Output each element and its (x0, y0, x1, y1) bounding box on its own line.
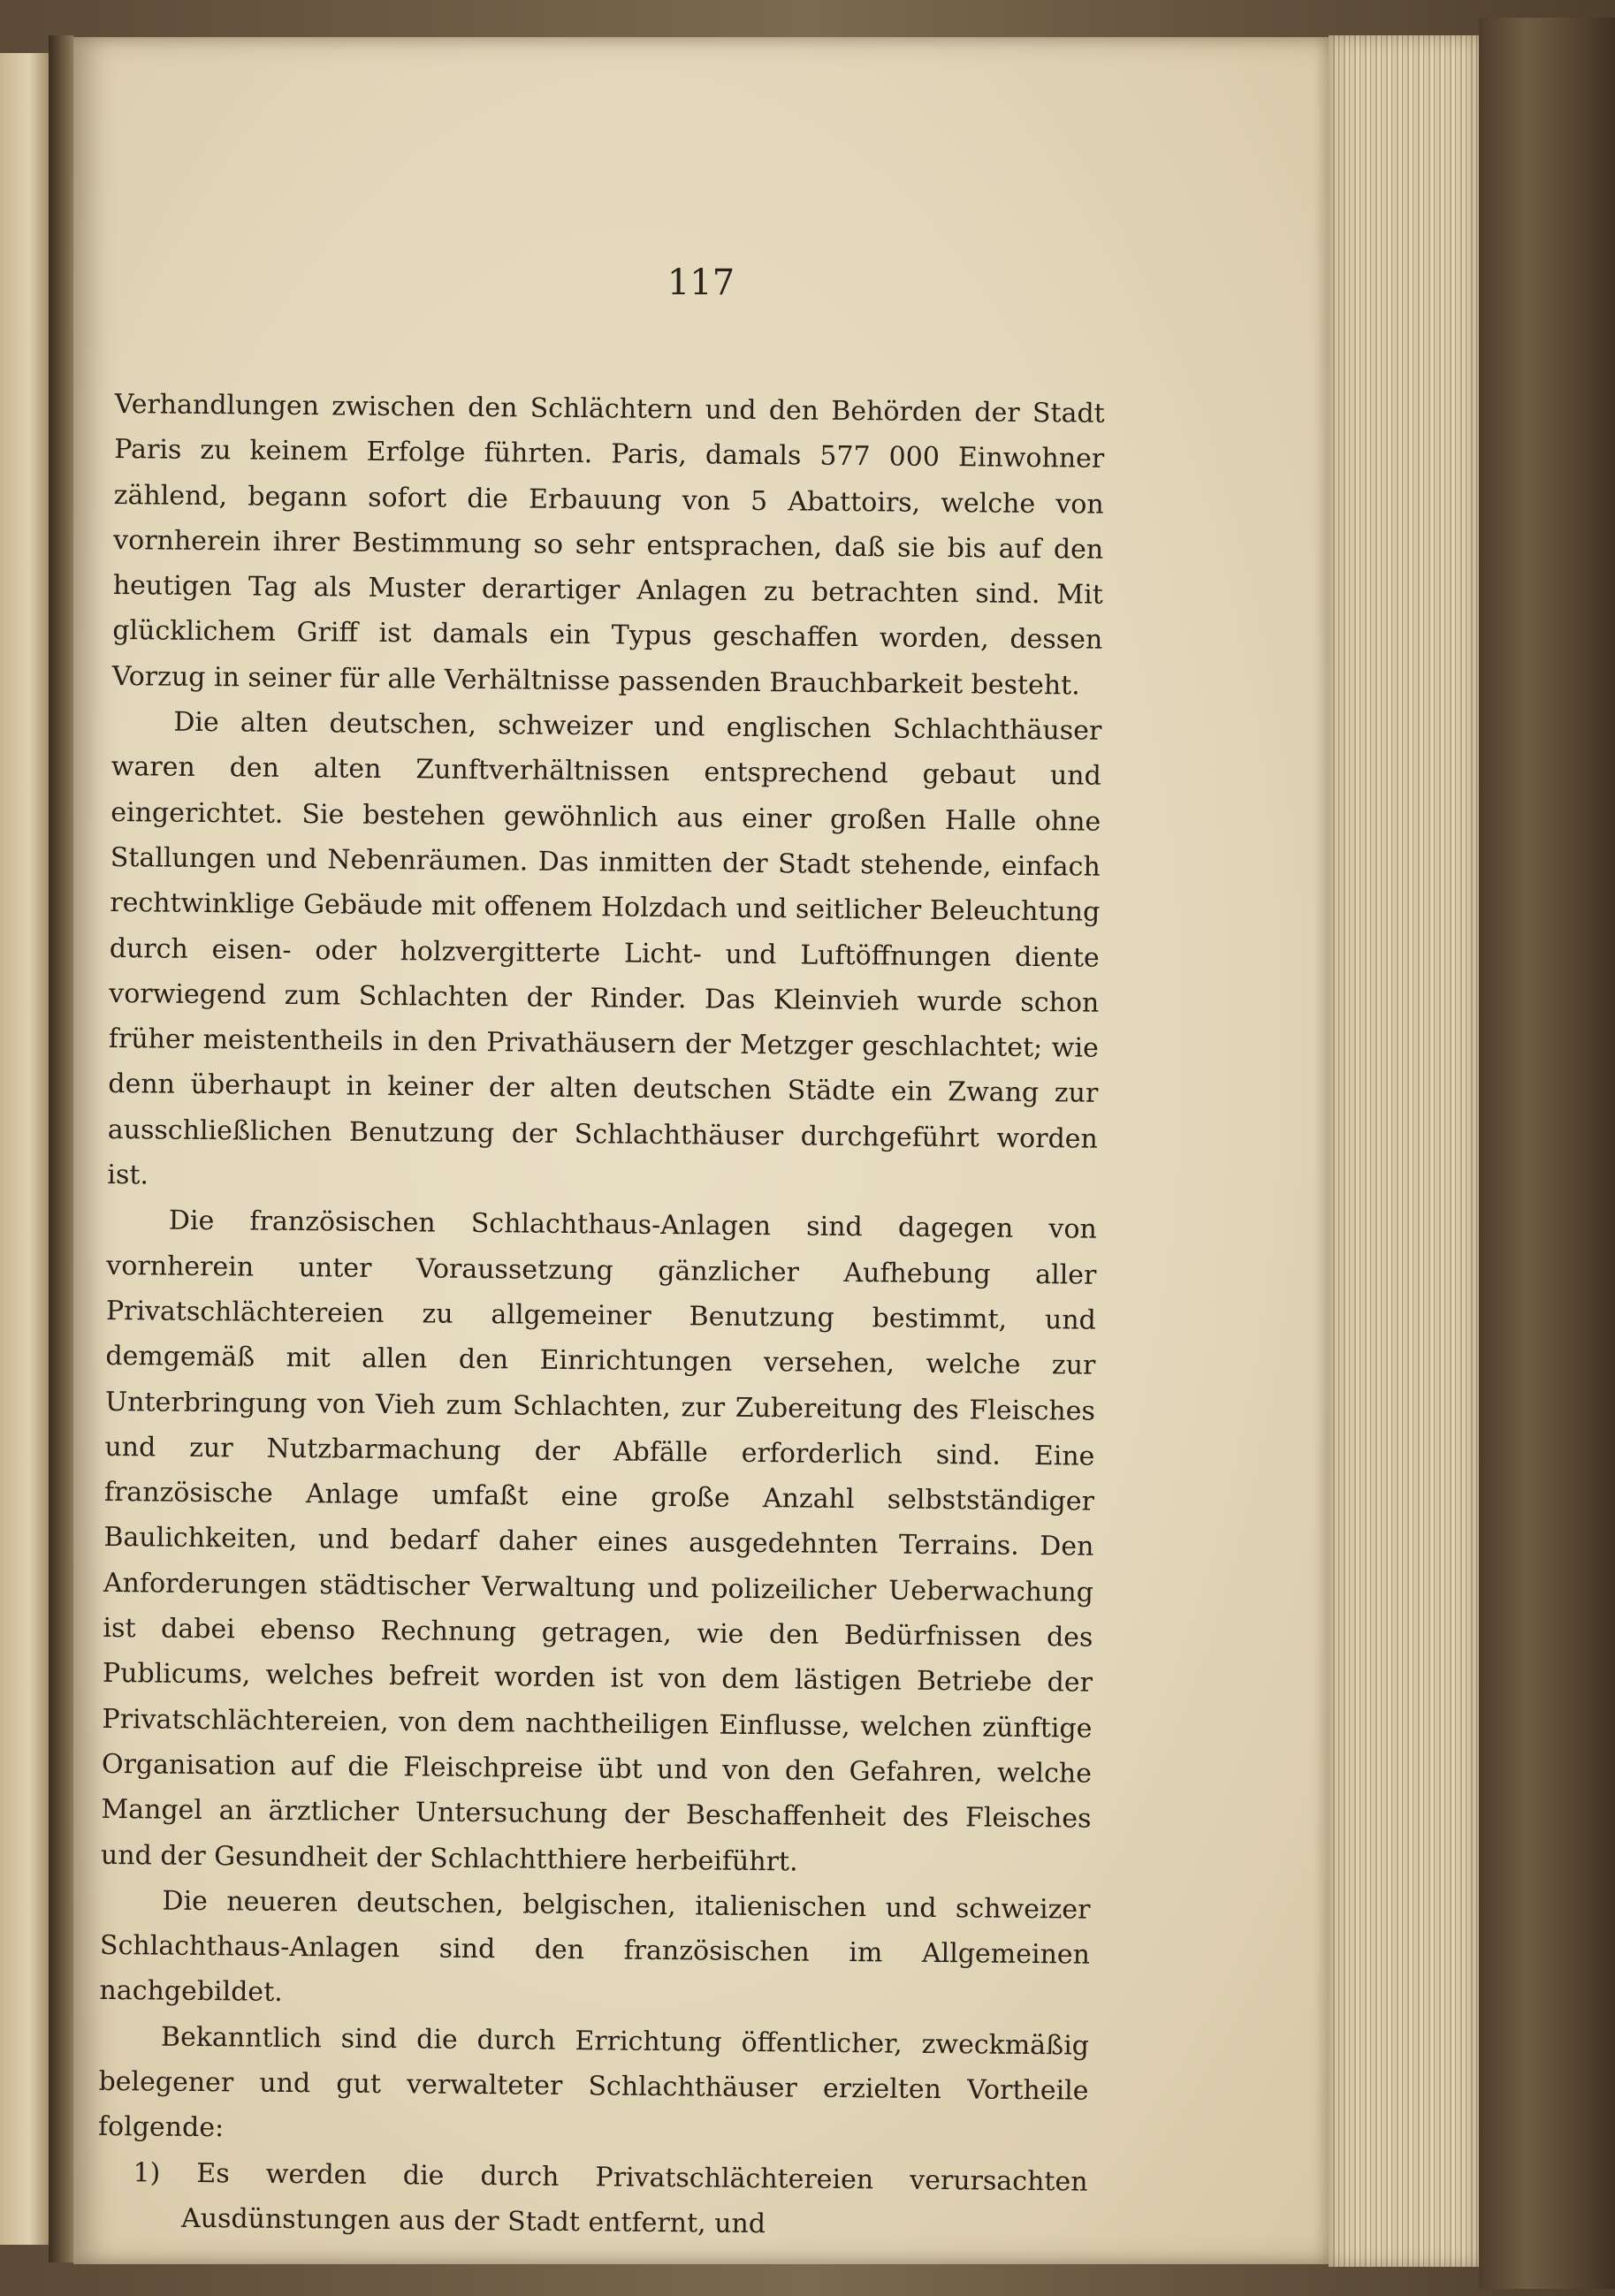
book-gutter (49, 35, 73, 2262)
paragraph-french-slaughterhouses: Die französischen Schlachthaus-Anlagen sind dagegen von vornherein unter Voraussetzung gänzlicher Aufhebung aller Privatschlächtereien zu allgemeiner Benutzung bestimmt, und demgemäß mit allen den Einrichtungen versehen, welche zur Unterbringung von Vieh zum Schlachten, zur Zubereitung des Fleisches und zur Nutzbarmachung der Abfälle erforderlich sind. Eine französische Anlage umfaßt eine große Anzahl selbstständiger Baulichkeiten, und bedarf daher eines ausgedehnten Terrains. Den Anforderungen städtischer Verwaltung und polizeilicher Ueberwachung ist dabei ebenso Rechnung getragen, wie den Bedürfnissen des Publicums, welches befreit worden ist von dem lästigen Betriebe der Privatschlächtereien, von dem nachtheiligen Einflusse, welchen zünftige Organisation auf die Fleischpreise übt und von den Gefahren, welche Mangel an ärztlicher Untersuchung der Beschaffenheit des Fleisches und der Gesundheit der Schlachtthiere herbeiführt. (100, 1205, 1098, 1877)
paragraph-advantages: Bekanntlich sind die durch Errichtung öffentlicher, zweckmäßig belegener und gut verwalteter Schlachthäuser erzielten Vortheile folgende: (97, 2021, 1090, 2144)
page-number: 117 (667, 262, 735, 303)
book-cover-edge (1479, 18, 1615, 2289)
paragraph-continuation: Verhandlungen zwischen den Schlächtern und den Behörden der Stadt Paris zu keinem Erfolge führten. Paris, damals 577 000 Einwohner zählend, begann sofort die Erbauung von 5 Abattoirs, welche von vornherein ihrer Bestimmung so sehr entsprachen, daß sie bis auf den heutigen Tag als Muster derartiger Anlagen zu betrachten sind. Mit glücklichem Griff ist damals ein Typus geschaffen worden, dessen Vorzug in seiner für alle Verhältnisse passenden Brauchbarkeit besteht. (111, 388, 1105, 702)
previous-page-edge (0, 53, 51, 2245)
list-item-1: 1) Es werden die durch Privatschlächtereien verursachten Ausdünstungen aus der Stadt entfernt, und (133, 2156, 1088, 2240)
book-page (73, 37, 1329, 2264)
paragraph-old-slaughterhouses: Die alten deutschen, schweizer und englischen Schlachthäuser waren den alten Zunftverhältnissen entsprechend gebaut und eingerichtet. Sie bestehen gewöhnlich aus einer großen Halle ohne Stallungen und Nebenräumen. Das inmitten der Stadt stehende, einfach rechtwinklige Gebäude mit offenem Holzdach und seitlicher Beleuchtung durch eisen- oder holzvergitterte Licht- und Luftöffnungen diente vorwiegend zum Schlachten der Rinder. Das Kleinvieh wurde schon früher meistentheils in den Privathäusern der Metzger geschlachtet; wie denn überhaupt in keiner der alten deutschen Städte ein Zwang zur ausschließlichen Benutzung der Schlachthäuser durchgeführt worden ist. (107, 706, 1102, 1191)
page-block-edges (1329, 35, 1479, 2267)
paragraph-newer-slaughterhouses: Die neueren deutschen, belgischen, italienischen und schweizer Schlachthaus-Anlagen sind den französischen im Allgemeinen nachgebildet. (99, 1885, 1091, 2009)
body-text (97, 382, 1105, 2250)
